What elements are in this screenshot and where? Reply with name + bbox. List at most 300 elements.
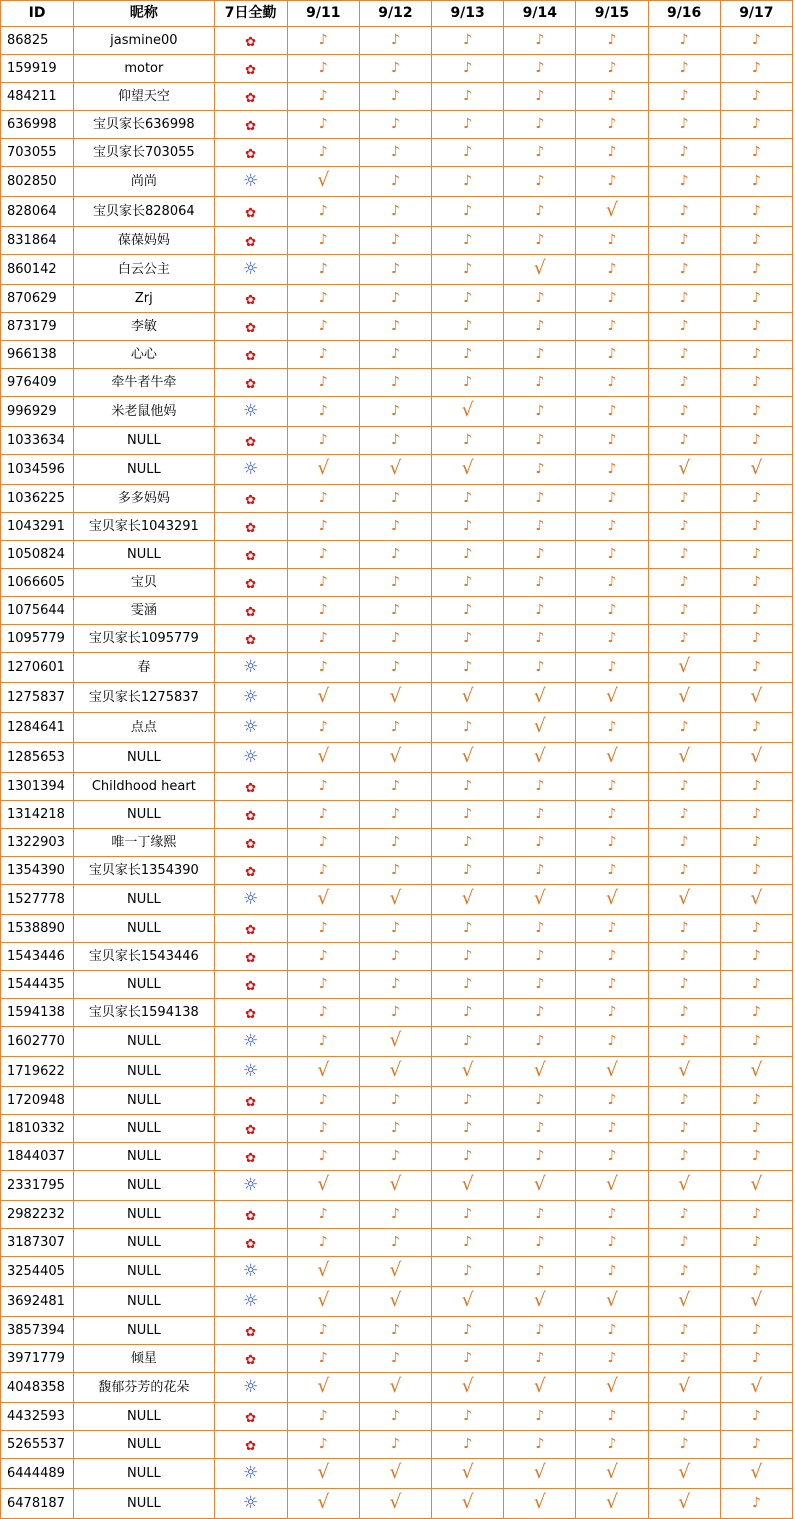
check-icon: √: [678, 1289, 691, 1311]
music-note-icon: ♪: [535, 630, 545, 646]
music-note-icon: ♪: [463, 862, 473, 878]
cell-day: [359, 541, 431, 569]
cell-day: [432, 513, 504, 541]
check-icon: √: [533, 1375, 546, 1397]
music-note-icon: ♪: [679, 1148, 689, 1164]
music-note-icon: ♪: [679, 862, 689, 878]
music-note-icon: ♪: [318, 862, 328, 878]
cell-day: [648, 1287, 720, 1317]
cell-day: [432, 1115, 504, 1143]
music-note-icon: ♪: [535, 1148, 545, 1164]
music-note-icon: ♪: [607, 346, 617, 362]
cell-day: [287, 369, 359, 397]
music-note-icon: ♪: [679, 144, 689, 160]
cell-nickname: 宝贝家长703055: [74, 139, 214, 167]
cell-nickname: 宝贝: [74, 569, 214, 597]
cell-nickname: 宝贝家长828064: [74, 197, 214, 227]
cell-full-attendance: [214, 1143, 287, 1171]
cell-day: [287, 227, 359, 255]
music-note-icon: ♪: [679, 948, 689, 964]
music-note-icon: ♪: [535, 432, 545, 448]
music-note-icon: ♪: [318, 1322, 328, 1338]
cell-day: [359, 885, 431, 915]
cell-day: [720, 83, 792, 111]
flower-icon: ✿: [245, 234, 257, 250]
music-note-icon: ♪: [463, 1092, 473, 1108]
cell-day: [576, 341, 648, 369]
flower-icon: ✿: [245, 950, 257, 966]
cell-id: 1043291: [1, 513, 74, 541]
cell-day: [576, 683, 648, 713]
music-note-icon: ♪: [535, 232, 545, 248]
cell-day: [287, 1257, 359, 1287]
cell-day: [432, 1431, 504, 1459]
cell-day: [287, 857, 359, 885]
cell-nickname: NULL: [74, 1489, 214, 1519]
music-note-icon: ♪: [679, 374, 689, 390]
flower-icon: ✿: [245, 864, 257, 880]
header-nickname: 昵称: [74, 1, 214, 27]
check-icon: √: [533, 1461, 546, 1483]
music-note-icon: ♪: [679, 834, 689, 850]
cell-day: [359, 857, 431, 885]
table-row: [1, 1115, 793, 1143]
cell-nickname: NULL: [74, 455, 214, 485]
cell-day: [648, 111, 720, 139]
cell-nickname: NULL: [74, 1027, 214, 1057]
cell-day: [432, 943, 504, 971]
check-icon: √: [461, 887, 474, 909]
cell-day: [576, 597, 648, 625]
cell-day: [432, 1057, 504, 1087]
music-note-icon: ♪: [607, 1322, 617, 1338]
cell-day: [504, 397, 576, 427]
cell-day: [576, 541, 648, 569]
sun-icon: ☼: [242, 1290, 259, 1311]
check-icon: √: [678, 1461, 691, 1483]
cell-nickname: 春: [74, 653, 214, 683]
cell-day: [576, 485, 648, 513]
cell-day: [287, 971, 359, 999]
music-note-icon: ♪: [751, 318, 761, 334]
music-note-icon: ♪: [463, 976, 473, 992]
music-note-icon: ♪: [318, 1436, 328, 1452]
cell-full-attendance: [214, 1201, 287, 1229]
music-note-icon: ♪: [751, 374, 761, 390]
cell-day: [720, 1229, 792, 1257]
check-icon: √: [317, 1173, 330, 1195]
sun-icon: ☼: [242, 1492, 259, 1513]
cell-nickname: 倾星: [74, 1345, 214, 1373]
cell-full-attendance: [214, 369, 287, 397]
cell-day: [720, 397, 792, 427]
music-note-icon: ♪: [679, 1033, 689, 1049]
music-note-icon: ♪: [390, 290, 400, 306]
music-note-icon: ♪: [318, 318, 328, 334]
cell-id: 1602770: [1, 1027, 74, 1057]
cell-day: [648, 1257, 720, 1287]
table-row: [1, 971, 793, 999]
cell-day: [287, 801, 359, 829]
cell-day: [432, 1345, 504, 1373]
cell-day: [432, 1229, 504, 1257]
cell-nickname: 米老鼠他妈: [74, 397, 214, 427]
cell-day: [432, 829, 504, 857]
cell-day: [504, 569, 576, 597]
music-note-icon: ♪: [390, 32, 400, 48]
cell-day: [287, 683, 359, 713]
cell-day: [648, 857, 720, 885]
cell-day: [648, 1403, 720, 1431]
flower-icon: ✿: [245, 434, 257, 450]
cell-day: [432, 1403, 504, 1431]
cell-day: [720, 713, 792, 743]
music-note-icon: ♪: [318, 60, 328, 76]
music-note-icon: ♪: [390, 203, 400, 219]
table-row: [1, 1489, 793, 1519]
cell-day: [287, 1345, 359, 1373]
cell-full-attendance: [214, 1345, 287, 1373]
cell-full-attendance: [214, 111, 287, 139]
cell-nickname: 宝贝家长1275837: [74, 683, 214, 713]
header-day-9-12: 9/12: [359, 1, 431, 27]
cell-day: [576, 255, 648, 285]
cell-day: [504, 743, 576, 773]
cell-nickname: 宝贝家长1543446: [74, 943, 214, 971]
table-row: [1, 829, 793, 857]
cell-day: [648, 1143, 720, 1171]
music-note-icon: ♪: [607, 290, 617, 306]
music-note-icon: ♪: [318, 546, 328, 562]
cell-id: 3187307: [1, 1229, 74, 1257]
cell-full-attendance: [214, 1403, 287, 1431]
music-note-icon: ♪: [679, 1322, 689, 1338]
cell-id: 1270601: [1, 653, 74, 683]
cell-day: [504, 227, 576, 255]
header-id: ID: [1, 1, 74, 27]
cell-day: [720, 773, 792, 801]
flower-icon: ✿: [245, 780, 257, 796]
table-row: [1, 485, 793, 513]
cell-day: [504, 653, 576, 683]
cell-day: [432, 397, 504, 427]
cell-day: [648, 1345, 720, 1373]
flower-icon: ✿: [245, 1438, 257, 1454]
cell-id: 6478187: [1, 1489, 74, 1519]
music-note-icon: ♪: [535, 862, 545, 878]
music-note-icon: ♪: [390, 920, 400, 936]
sun-icon: ☼: [242, 258, 259, 279]
sun-icon: ☼: [242, 400, 259, 421]
music-note-icon: ♪: [535, 88, 545, 104]
cell-day: [504, 1373, 576, 1403]
cell-day: [432, 1201, 504, 1229]
music-note-icon: ♪: [318, 32, 328, 48]
cell-day: [359, 773, 431, 801]
cell-day: [287, 1057, 359, 1087]
check-icon: √: [750, 745, 763, 767]
check-icon: √: [605, 1059, 619, 1081]
cell-day: [648, 227, 720, 255]
cell-day: [576, 1459, 648, 1489]
cell-day: [287, 653, 359, 683]
music-note-icon: ♪: [390, 1234, 400, 1250]
music-note-icon: ♪: [535, 318, 545, 334]
cell-day: [359, 1027, 431, 1057]
cell-day: [432, 1171, 504, 1201]
cell-id: 484211: [1, 83, 74, 111]
music-note-icon: ♪: [463, 490, 473, 506]
cell-day: [287, 55, 359, 83]
table-row: [1, 513, 793, 541]
cell-day: [576, 1171, 648, 1201]
flower-icon: ✿: [245, 348, 257, 364]
cell-day: [576, 1201, 648, 1229]
check-icon: √: [533, 745, 546, 767]
table-row: [1, 369, 793, 397]
music-note-icon: ♪: [535, 1322, 545, 1338]
cell-full-attendance: [214, 1171, 287, 1201]
music-note-icon: ♪: [318, 1004, 328, 1020]
music-note-icon: ♪: [535, 546, 545, 562]
cell-day: [432, 55, 504, 83]
cell-id: 860142: [1, 255, 74, 285]
check-icon: √: [461, 457, 474, 479]
music-note-icon: ♪: [318, 1408, 328, 1424]
flower-icon: ✿: [245, 62, 257, 78]
cell-day: [720, 1171, 792, 1201]
cell-day: [576, 285, 648, 313]
music-note-icon: ♪: [751, 659, 761, 675]
cell-day: [287, 427, 359, 455]
cell-day: [576, 569, 648, 597]
cell-day: [504, 1229, 576, 1257]
cell-day: [576, 999, 648, 1027]
cell-full-attendance: [214, 971, 287, 999]
cell-day: [576, 1257, 648, 1287]
music-note-icon: ♪: [390, 948, 400, 964]
music-note-icon: ♪: [463, 602, 473, 618]
music-note-icon: ♪: [535, 1092, 545, 1108]
music-note-icon: ♪: [607, 60, 617, 76]
flower-icon: ✿: [245, 320, 257, 336]
music-note-icon: ♪: [390, 60, 400, 76]
cell-day: [720, 513, 792, 541]
cell-id: 1034596: [1, 455, 74, 485]
cell-day: [720, 1057, 792, 1087]
cell-day: [287, 829, 359, 857]
music-note-icon: ♪: [607, 976, 617, 992]
music-note-icon: ♪: [607, 920, 617, 936]
music-note-icon: ♪: [535, 1120, 545, 1136]
music-note-icon: ♪: [679, 346, 689, 362]
cell-day: [359, 1345, 431, 1373]
cell-day: [504, 999, 576, 1027]
music-note-icon: ♪: [390, 518, 400, 534]
cell-nickname: NULL: [74, 1057, 214, 1087]
flower-icon: ✿: [245, 492, 257, 508]
music-note-icon: ♪: [535, 518, 545, 534]
cell-id: 996929: [1, 397, 74, 427]
cell-day: [287, 27, 359, 55]
cell-day: [359, 1229, 431, 1257]
header-day-9-11: 9/11: [287, 1, 359, 27]
music-note-icon: ♪: [751, 144, 761, 160]
music-note-icon: ♪: [751, 948, 761, 964]
music-note-icon: ♪: [535, 290, 545, 306]
table-row: [1, 857, 793, 885]
cell-day: [720, 197, 792, 227]
cell-day: [648, 1027, 720, 1057]
cell-full-attendance: [214, 943, 287, 971]
cell-day: [287, 1115, 359, 1143]
cell-id: 1033634: [1, 427, 74, 455]
cell-id: 636998: [1, 111, 74, 139]
cell-day: [576, 1057, 648, 1087]
cell-day: [576, 1287, 648, 1317]
cell-day: [648, 915, 720, 943]
music-note-icon: ♪: [390, 719, 400, 735]
music-note-icon: ♪: [390, 1206, 400, 1222]
flower-icon: ✿: [245, 1122, 257, 1138]
flower-icon: ✿: [245, 146, 257, 162]
cell-day: [720, 653, 792, 683]
flower-icon: ✿: [245, 205, 257, 221]
cell-full-attendance: [214, 683, 287, 713]
music-note-icon: ♪: [679, 261, 689, 277]
music-note-icon: ♪: [318, 290, 328, 306]
cell-day: [504, 1027, 576, 1057]
cell-day: [648, 999, 720, 1027]
cell-day: [576, 1143, 648, 1171]
cell-day: [648, 1057, 720, 1087]
cell-day: [432, 427, 504, 455]
cell-day: [287, 1489, 359, 1519]
music-note-icon: ♪: [463, 1234, 473, 1250]
music-note-icon: ♪: [318, 948, 328, 964]
cell-day: [432, 255, 504, 285]
cell-day: [287, 943, 359, 971]
cell-day: [504, 1115, 576, 1143]
check-icon: √: [533, 685, 546, 707]
music-note-icon: ♪: [535, 1350, 545, 1366]
header-row: [1, 1, 793, 27]
table-row: [1, 397, 793, 427]
table-row: [1, 713, 793, 743]
flower-icon: ✿: [245, 1208, 257, 1224]
header-day-9-14: 9/14: [504, 1, 576, 27]
music-note-icon: ♪: [535, 1263, 545, 1279]
cell-day: [359, 801, 431, 829]
music-note-icon: ♪: [390, 346, 400, 362]
check-icon: √: [317, 1289, 330, 1311]
flower-icon: ✿: [245, 1352, 257, 1368]
music-note-icon: ♪: [607, 318, 617, 334]
music-note-icon: ♪: [607, 1004, 617, 1020]
cell-day: [359, 1115, 431, 1143]
music-note-icon: ♪: [318, 630, 328, 646]
check-icon: √: [461, 1491, 474, 1513]
music-note-icon: ♪: [390, 1408, 400, 1424]
music-note-icon: ♪: [679, 1436, 689, 1452]
music-note-icon: ♪: [463, 60, 473, 76]
cell-id: 1354390: [1, 857, 74, 885]
music-note-icon: ♪: [463, 346, 473, 362]
music-note-icon: ♪: [679, 1234, 689, 1250]
cell-day: [287, 999, 359, 1027]
cell-day: [648, 1201, 720, 1229]
music-note-icon: ♪: [751, 490, 761, 506]
cell-day: [504, 455, 576, 485]
music-note-icon: ♪: [535, 948, 545, 964]
cell-day: [648, 285, 720, 313]
cell-day: [359, 625, 431, 653]
music-note-icon: ♪: [751, 1322, 761, 1338]
cell-day: [720, 1373, 792, 1403]
music-note-icon: ♪: [679, 719, 689, 735]
cell-day: [720, 1087, 792, 1115]
cell-nickname: NULL: [74, 1431, 214, 1459]
cell-day: [576, 1087, 648, 1115]
cell-day: [648, 485, 720, 513]
cell-day: [432, 713, 504, 743]
cell-day: [359, 513, 431, 541]
music-note-icon: ♪: [679, 1263, 689, 1279]
cell-id: 1527778: [1, 885, 74, 915]
cell-day: [504, 1403, 576, 1431]
cell-day: [287, 625, 359, 653]
table-row: [1, 569, 793, 597]
cell-id: 3971779: [1, 1345, 74, 1373]
check-icon: √: [605, 199, 619, 221]
check-icon: √: [678, 655, 691, 677]
flower-icon: ✿: [245, 1094, 257, 1110]
music-note-icon: ♪: [535, 1206, 545, 1222]
check-icon: √: [461, 1059, 474, 1081]
cell-day: [287, 83, 359, 111]
check-icon: √: [533, 257, 546, 279]
sun-icon: ☼: [242, 1174, 259, 1195]
cell-day: [720, 285, 792, 313]
cell-day: [648, 1317, 720, 1345]
table-row: [1, 915, 793, 943]
cell-day: [504, 1201, 576, 1229]
cell-day: [287, 285, 359, 313]
cell-nickname: NULL: [74, 915, 214, 943]
cell-full-attendance: [214, 541, 287, 569]
music-note-icon: ♪: [679, 1120, 689, 1136]
music-note-icon: ♪: [535, 834, 545, 850]
cell-day: [287, 341, 359, 369]
cell-day: [359, 1373, 431, 1403]
cell-nickname: Zrj: [74, 285, 214, 313]
cell-day: [576, 427, 648, 455]
sun-icon: ☼: [242, 746, 259, 767]
cell-day: [504, 625, 576, 653]
cell-day: [359, 999, 431, 1027]
cell-day: [432, 111, 504, 139]
cell-day: [576, 625, 648, 653]
music-note-icon: ♪: [607, 1092, 617, 1108]
cell-day: [432, 83, 504, 111]
music-note-icon: ♪: [318, 1350, 328, 1366]
table-row: [1, 1403, 793, 1431]
table-row: [1, 683, 793, 713]
table-row: [1, 1027, 793, 1057]
cell-id: 831864: [1, 227, 74, 255]
cell-day: [432, 743, 504, 773]
cell-day: [504, 513, 576, 541]
